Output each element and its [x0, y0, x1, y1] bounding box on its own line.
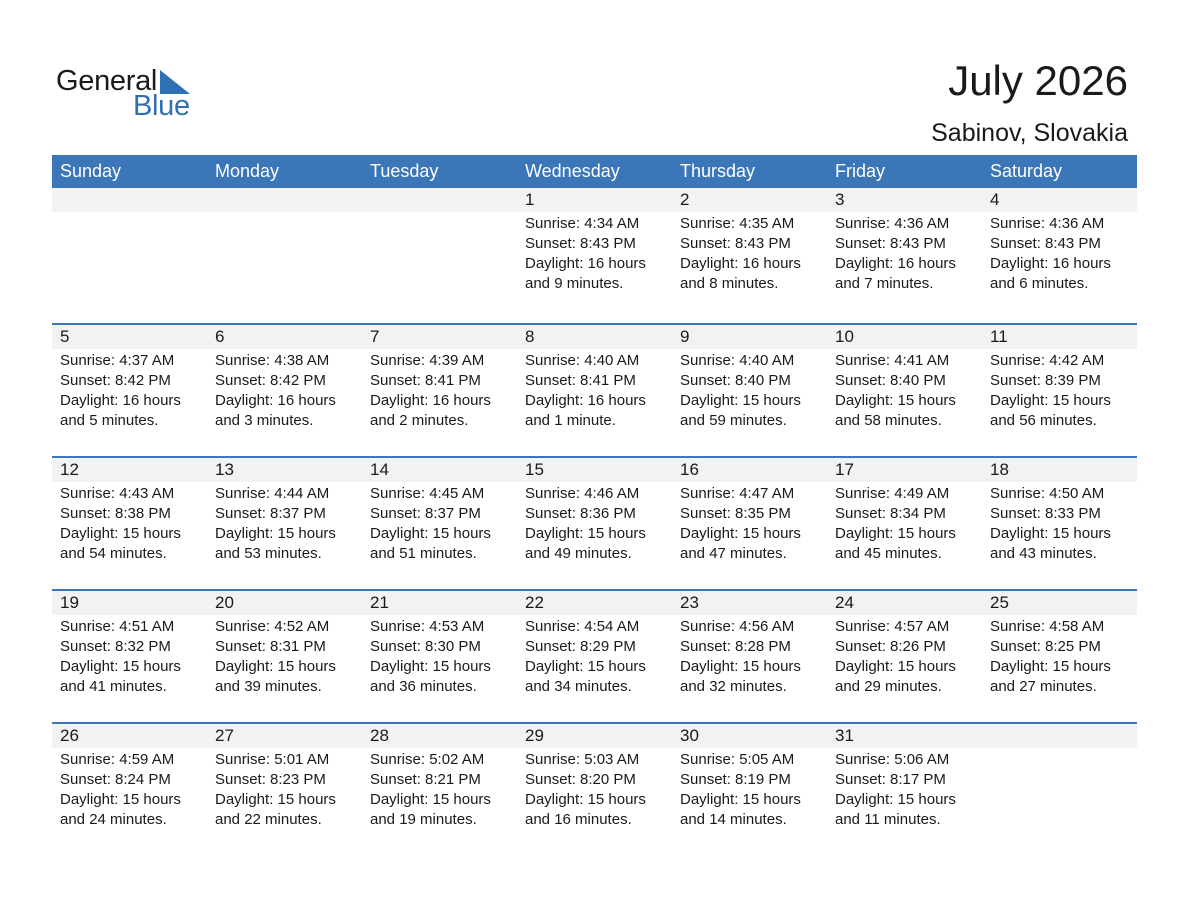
sunrise-time: Sunrise: 4:59 AM [60, 751, 175, 768]
weeks-container [52, 188, 1137, 855]
daylight-minutes: and 27 minutes. [990, 678, 1097, 695]
sunset-time: Sunset: 8:41 PM [525, 372, 636, 389]
daylight-hours: Daylight: 15 hours [60, 791, 181, 808]
sunrise-time: Sunrise: 4:35 AM [680, 215, 795, 232]
logo-text-blue: Blue [133, 90, 190, 122]
day-details [207, 615, 362, 697]
daylight-minutes: and 8 minutes. [680, 275, 779, 292]
day-number-row [52, 188, 1137, 212]
daylight-hours: Daylight: 15 hours [835, 392, 956, 409]
sunrise-time: Sunrise: 4:54 AM [525, 618, 640, 635]
day-details [52, 615, 207, 697]
sunset-time: Sunset: 8:32 PM [60, 638, 171, 655]
daylight-hours: Daylight: 15 hours [370, 791, 491, 808]
empty-day-details [362, 212, 517, 294]
location-subtitle: Sabinov, Slovakia [931, 119, 1128, 147]
day-details [517, 212, 672, 294]
day-details [672, 748, 827, 830]
day-details [827, 482, 982, 564]
empty-day-number [362, 188, 517, 212]
daylight-hours: Daylight: 15 hours [60, 658, 181, 675]
calendar-week [52, 722, 1137, 855]
weekday-label: Saturday [990, 161, 1063, 181]
sunrise-time: Sunrise: 4:49 AM [835, 485, 950, 502]
weekday-label: Wednesday [525, 161, 620, 181]
sunset-time: Sunset: 8:37 PM [370, 505, 481, 522]
day-details [517, 349, 672, 431]
daylight-minutes: and 9 minutes. [525, 275, 624, 292]
weekday-label: Friday [835, 161, 886, 181]
day-number: 13 [215, 460, 234, 479]
daylight-minutes: and 59 minutes. [680, 412, 787, 429]
day-number: 4 [990, 190, 1000, 209]
daylight-hours: Daylight: 15 hours [680, 525, 801, 542]
day-info-row [52, 349, 1137, 431]
day-details [982, 349, 1137, 431]
logo-text-general: General [56, 65, 158, 97]
sunset-time: Sunset: 8:28 PM [680, 638, 791, 655]
sunrise-time: Sunrise: 4:42 AM [990, 352, 1105, 369]
daylight-hours: Daylight: 15 hours [215, 658, 336, 675]
sunrise-time: Sunrise: 5:02 AM [370, 751, 485, 768]
sunrise-time: Sunrise: 4:56 AM [680, 618, 795, 635]
daylight-minutes: and 16 minutes. [525, 811, 632, 828]
day-details [827, 615, 982, 697]
sunset-time: Sunset: 8:39 PM [990, 372, 1101, 389]
day-details [982, 482, 1137, 564]
calendar-week [52, 456, 1137, 589]
page-title: July 2026 [948, 57, 1128, 104]
day-number: 2 [680, 190, 690, 209]
daylight-minutes: and 1 minute. [525, 412, 616, 429]
sunrise-time: Sunrise: 4:40 AM [525, 352, 640, 369]
day-details [52, 482, 207, 564]
day-details [982, 615, 1137, 697]
empty-day-number [52, 188, 207, 212]
day-details [672, 349, 827, 431]
day-number: 8 [525, 327, 535, 346]
sunset-time: Sunset: 8:43 PM [835, 235, 946, 252]
day-details [207, 349, 362, 431]
day-info-row [52, 748, 1137, 830]
daylight-minutes: and 53 minutes. [215, 545, 322, 562]
day-details [517, 482, 672, 564]
sunset-time: Sunset: 8:43 PM [990, 235, 1101, 252]
daylight-hours: Daylight: 16 hours [680, 255, 801, 272]
day-number: 15 [525, 460, 544, 479]
day-details [362, 615, 517, 697]
day-number-row [52, 458, 1137, 482]
daylight-minutes: and 7 minutes. [835, 275, 934, 292]
daylight-minutes: and 45 minutes. [835, 545, 942, 562]
sunset-time: Sunset: 8:42 PM [60, 372, 171, 389]
daylight-hours: Daylight: 15 hours [835, 525, 956, 542]
day-details [672, 482, 827, 564]
weekday-label: Thursday [680, 161, 756, 181]
daylight-hours: Daylight: 15 hours [215, 791, 336, 808]
day-number: 28 [370, 726, 389, 745]
daylight-minutes: and 34 minutes. [525, 678, 632, 695]
daylight-hours: Daylight: 15 hours [525, 525, 646, 542]
day-number: 10 [835, 327, 854, 346]
daylight-hours: Daylight: 16 hours [990, 255, 1111, 272]
sunrise-time: Sunrise: 4:43 AM [60, 485, 175, 502]
sunset-time: Sunset: 8:21 PM [370, 771, 481, 788]
day-number: 20 [215, 593, 234, 612]
daylight-hours: Daylight: 16 hours [835, 255, 956, 272]
daylight-hours: Daylight: 16 hours [215, 392, 336, 409]
daylight-minutes: and 58 minutes. [835, 412, 942, 429]
daylight-minutes: and 56 minutes. [990, 412, 1097, 429]
daylight-minutes: and 11 minutes. [835, 811, 941, 828]
daylight-hours: Daylight: 15 hours [990, 658, 1111, 675]
calendar-week [52, 188, 1137, 323]
empty-day-details [207, 212, 362, 294]
sunrise-time: Sunrise: 4:37 AM [60, 352, 175, 369]
day-number: 26 [60, 726, 79, 745]
day-number: 29 [525, 726, 544, 745]
sunrise-time: Sunrise: 5:01 AM [215, 751, 330, 768]
day-number: 6 [215, 327, 225, 346]
day-number: 30 [680, 726, 699, 745]
daylight-minutes: and 14 minutes. [680, 811, 787, 828]
sunset-time: Sunset: 8:41 PM [370, 372, 481, 389]
day-number: 11 [990, 327, 1008, 346]
sunset-time: Sunset: 8:24 PM [60, 771, 171, 788]
sunset-time: Sunset: 8:25 PM [990, 638, 1101, 655]
sunset-time: Sunset: 8:37 PM [215, 505, 326, 522]
sunset-time: Sunset: 8:34 PM [835, 505, 946, 522]
daylight-minutes: and 32 minutes. [680, 678, 787, 695]
daylight-hours: Daylight: 15 hours [990, 392, 1111, 409]
day-info-row [52, 615, 1137, 697]
weekday-label: Tuesday [370, 161, 439, 181]
sunrise-time: Sunrise: 4:36 AM [990, 215, 1105, 232]
sunrise-time: Sunrise: 4:40 AM [680, 352, 795, 369]
day-details [672, 212, 827, 294]
sunset-time: Sunset: 8:36 PM [525, 505, 636, 522]
sunset-time: Sunset: 8:35 PM [680, 505, 791, 522]
sunset-time: Sunset: 8:42 PM [215, 372, 326, 389]
daylight-minutes: and 39 minutes. [215, 678, 322, 695]
sunset-time: Sunset: 8:40 PM [835, 372, 946, 389]
sunset-time: Sunset: 8:40 PM [680, 372, 791, 389]
daylight-hours: Daylight: 16 hours [525, 255, 646, 272]
daylight-minutes: and 36 minutes. [370, 678, 477, 695]
day-number-row [52, 724, 1137, 748]
calendar-grid [52, 155, 1137, 855]
sunrise-time: Sunrise: 4:47 AM [680, 485, 795, 502]
day-details [52, 748, 207, 830]
sunrise-time: Sunrise: 4:45 AM [370, 485, 485, 502]
daylight-hours: Daylight: 15 hours [525, 658, 646, 675]
day-details [827, 212, 982, 294]
weekday-header [52, 155, 1137, 188]
daylight-hours: Daylight: 15 hours [680, 658, 801, 675]
day-details [517, 748, 672, 830]
sunset-time: Sunset: 8:31 PM [215, 638, 326, 655]
sunrise-time: Sunrise: 4:39 AM [370, 352, 485, 369]
calendar-week [52, 589, 1137, 722]
day-number: 19 [60, 593, 79, 612]
sunrise-time: Sunrise: 4:57 AM [835, 618, 950, 635]
sunset-time: Sunset: 8:17 PM [835, 771, 946, 788]
day-number: 31 [835, 726, 854, 745]
daylight-minutes: and 49 minutes. [525, 545, 632, 562]
brand-logo [56, 64, 196, 122]
daylight-minutes: and 24 minutes. [60, 811, 167, 828]
sunrise-time: Sunrise: 5:05 AM [680, 751, 795, 768]
day-number: 23 [680, 593, 699, 612]
day-number: 27 [215, 726, 234, 745]
daylight-hours: Daylight: 16 hours [370, 392, 491, 409]
daylight-minutes: and 3 minutes. [215, 412, 314, 429]
day-number: 21 [370, 593, 389, 612]
daylight-minutes: and 22 minutes. [215, 811, 322, 828]
sunrise-time: Sunrise: 4:58 AM [990, 618, 1105, 635]
day-details [362, 349, 517, 431]
empty-day-number [207, 188, 362, 212]
empty-day-details [52, 212, 207, 294]
day-number: 14 [370, 460, 389, 479]
sunset-time: Sunset: 8:19 PM [680, 771, 791, 788]
sunset-time: Sunset: 8:26 PM [835, 638, 946, 655]
empty-day-details [982, 748, 1137, 830]
sunrise-time: Sunrise: 4:52 AM [215, 618, 330, 635]
daylight-minutes: and 29 minutes. [835, 678, 942, 695]
day-number: 9 [680, 327, 690, 346]
daylight-hours: Daylight: 15 hours [370, 525, 491, 542]
weekday-label: Monday [215, 161, 280, 181]
day-number: 7 [370, 327, 380, 346]
day-details [207, 748, 362, 830]
daylight-hours: Daylight: 15 hours [525, 791, 646, 808]
daylight-minutes: and 43 minutes. [990, 545, 1097, 562]
sunset-time: Sunset: 8:43 PM [525, 235, 636, 252]
empty-day-number [982, 724, 1137, 748]
day-info-row [52, 482, 1137, 564]
day-number: 5 [60, 327, 70, 346]
daylight-hours: Daylight: 15 hours [835, 791, 956, 808]
sunrise-time: Sunrise: 4:50 AM [990, 485, 1105, 502]
sunrise-time: Sunrise: 4:34 AM [525, 215, 640, 232]
day-details [52, 349, 207, 431]
sunrise-time: Sunrise: 4:46 AM [525, 485, 640, 502]
sunrise-time: Sunrise: 5:06 AM [835, 751, 950, 768]
day-details [982, 212, 1137, 294]
day-details [827, 748, 982, 830]
daylight-hours: Daylight: 16 hours [60, 392, 181, 409]
sunrise-time: Sunrise: 5:03 AM [525, 751, 640, 768]
daylight-hours: Daylight: 15 hours [835, 658, 956, 675]
day-details [827, 349, 982, 431]
sunset-time: Sunset: 8:33 PM [990, 505, 1101, 522]
day-info-row [52, 212, 1137, 294]
sunset-time: Sunset: 8:43 PM [680, 235, 791, 252]
day-number-row [52, 591, 1137, 615]
day-number: 25 [990, 593, 1009, 612]
day-details [362, 482, 517, 564]
sunrise-time: Sunrise: 4:41 AM [835, 352, 950, 369]
sunset-time: Sunset: 8:20 PM [525, 771, 636, 788]
weekday-label: Sunday [60, 161, 122, 181]
day-number: 12 [60, 460, 79, 479]
daylight-minutes: and 5 minutes. [60, 412, 159, 429]
day-number: 1 [525, 190, 535, 209]
day-details [672, 615, 827, 697]
daylight-hours: Daylight: 15 hours [680, 392, 801, 409]
sunrise-time: Sunrise: 4:51 AM [60, 618, 175, 635]
day-details [207, 482, 362, 564]
sunset-time: Sunset: 8:38 PM [60, 505, 171, 522]
sunrise-time: Sunrise: 4:36 AM [835, 215, 950, 232]
sunrise-time: Sunrise: 4:53 AM [370, 618, 485, 635]
daylight-minutes: and 54 minutes. [60, 545, 167, 562]
daylight-hours: Daylight: 15 hours [990, 525, 1111, 542]
day-number-row [52, 325, 1137, 349]
sunset-time: Sunset: 8:30 PM [370, 638, 481, 655]
daylight-hours: Daylight: 15 hours [680, 791, 801, 808]
daylight-minutes: and 6 minutes. [990, 275, 1089, 292]
day-number: 3 [835, 190, 845, 209]
day-number: 22 [525, 593, 544, 612]
daylight-minutes: and 51 minutes. [370, 545, 477, 562]
sunset-time: Sunset: 8:23 PM [215, 771, 326, 788]
day-number: 24 [835, 593, 854, 612]
day-number: 16 [680, 460, 699, 479]
daylight-minutes: and 41 minutes. [60, 678, 167, 695]
day-number: 18 [990, 460, 1009, 479]
calendar-week [52, 323, 1137, 456]
sunrise-time: Sunrise: 4:38 AM [215, 352, 330, 369]
day-details [362, 748, 517, 830]
daylight-minutes: and 19 minutes. [370, 811, 477, 828]
daylight-minutes: and 47 minutes. [680, 545, 787, 562]
daylight-hours: Daylight: 15 hours [370, 658, 491, 675]
daylight-hours: Daylight: 15 hours [60, 525, 181, 542]
daylight-hours: Daylight: 15 hours [215, 525, 336, 542]
daylight-hours: Daylight: 16 hours [525, 392, 646, 409]
day-number: 17 [835, 460, 854, 479]
sunset-time: Sunset: 8:29 PM [525, 638, 636, 655]
daylight-minutes: and 2 minutes. [370, 412, 469, 429]
day-details [517, 615, 672, 697]
sunrise-time: Sunrise: 4:44 AM [215, 485, 330, 502]
